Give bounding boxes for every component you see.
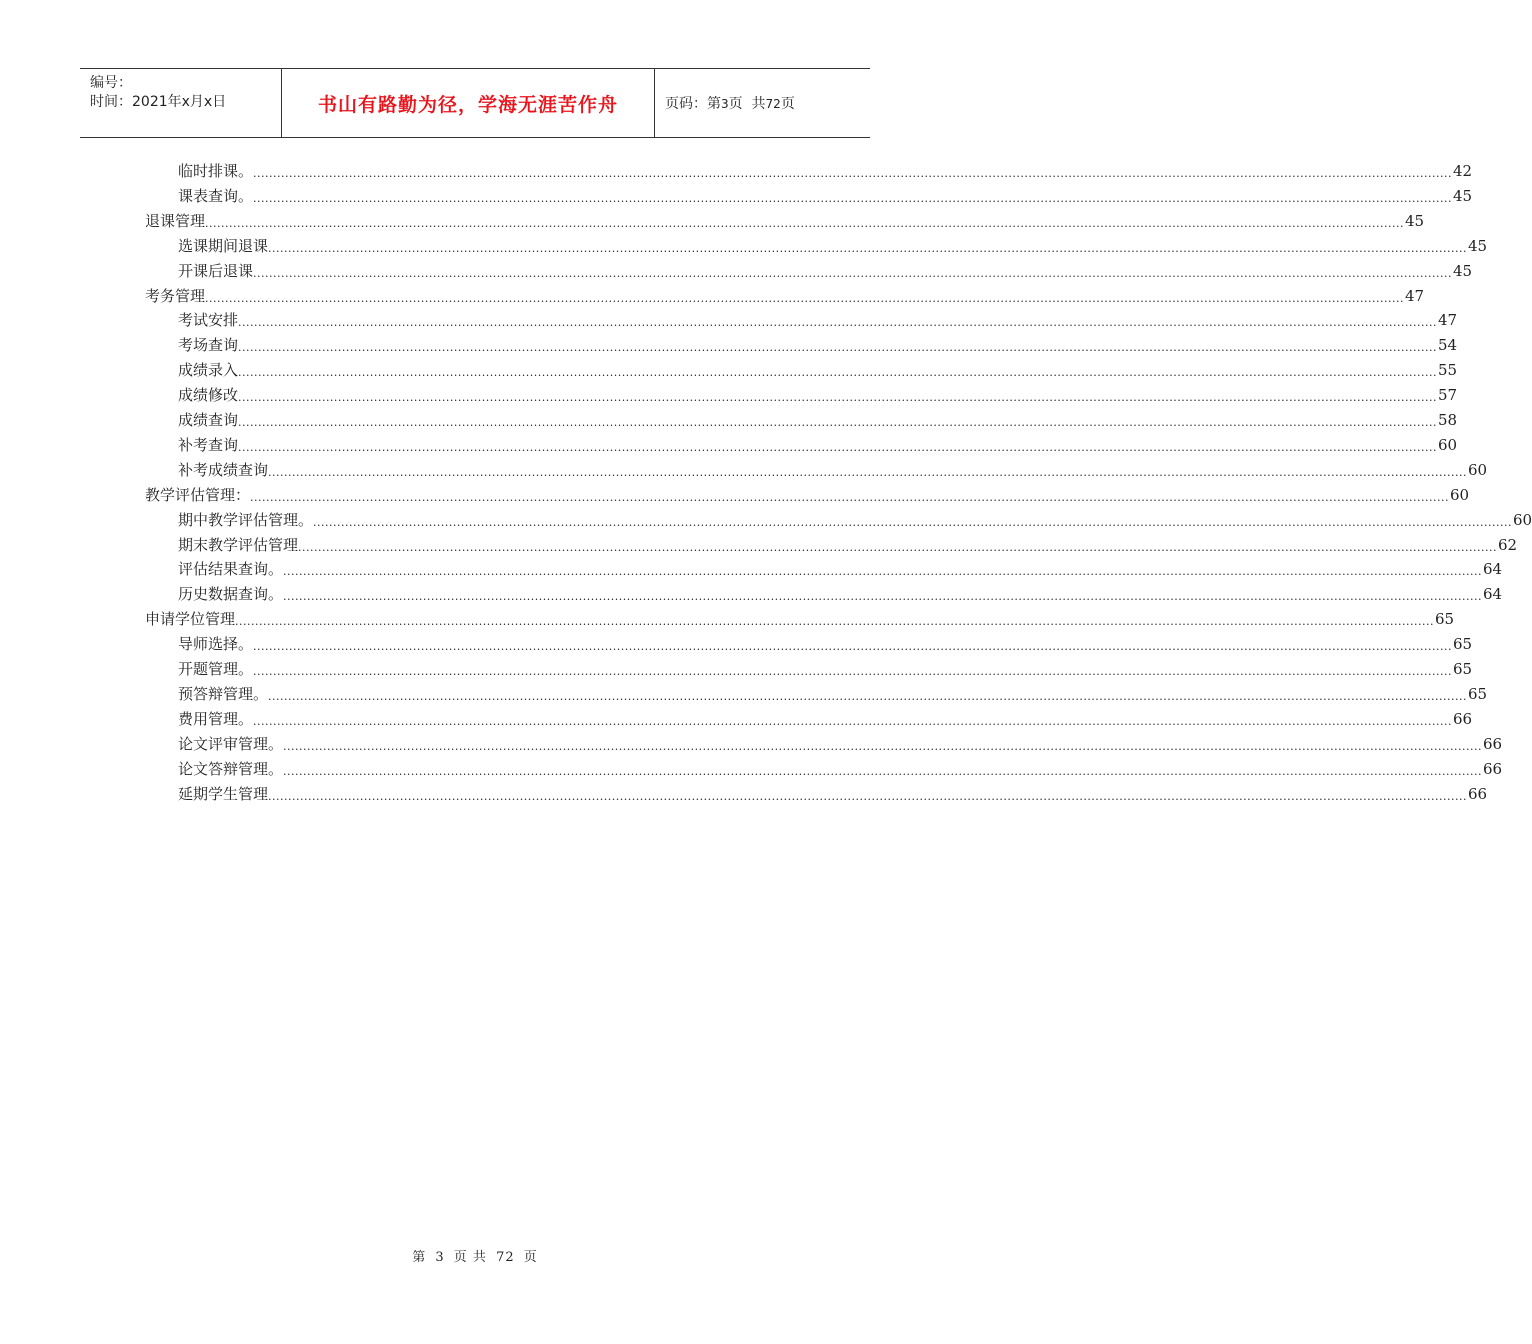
toc-entry[interactable] xyxy=(145,209,1425,233)
toc-dot-leader: ............................................................................................................................................................................................................................................................................................................ xyxy=(253,167,1452,180)
toc-entry-page: 42 xyxy=(1453,162,1473,180)
toc-entry-title: 期中教学评估管理。 xyxy=(178,510,314,529)
toc-dot-leader: ............................................................................................................................................................................................................................................................................................................ xyxy=(253,665,1452,678)
toc-dot-leader: ............................................................................................................................................................................................................................................................................................................ xyxy=(205,291,1404,305)
toc-entry-title: 论文答辩管理。 xyxy=(178,759,284,778)
toc-entry[interactable] xyxy=(178,458,1488,482)
toc-entry-title: 预答辩管理。 xyxy=(178,684,269,703)
motto-text: 书山有路勤为径，学海无涯苦作舟 xyxy=(317,93,618,116)
toc-entry-page: 65 xyxy=(1453,660,1473,678)
toc-entry[interactable] xyxy=(178,782,1488,806)
toc-entry[interactable] xyxy=(178,682,1488,706)
toc-entry[interactable] xyxy=(178,707,1473,731)
toc-entry-title: 导师选择。 xyxy=(178,635,254,654)
toc-entry[interactable] xyxy=(178,757,1503,781)
toc-dot-leader: ............................................................................................................................................................................................................................................................................................................ xyxy=(238,316,1437,330)
toc-entry[interactable] xyxy=(145,284,1425,308)
toc-entry-page: 66 xyxy=(1468,784,1488,803)
toc-entry-title: 成绩查询 xyxy=(178,411,239,429)
footer-suffix: 页 xyxy=(523,1250,538,1265)
toc-entry-title: 临时排课。 xyxy=(178,162,254,180)
toc-dot-leader: ............................................................................................................................................................................................................................................................................................................ xyxy=(253,191,1452,205)
toc-entry[interactable] xyxy=(145,483,1470,507)
toc-entry-page: 45 xyxy=(1453,261,1473,280)
toc-entry[interactable] xyxy=(178,259,1473,283)
toc-entry-page: 62 xyxy=(1498,535,1518,554)
toc-dot-leader: ............................................................................................................................................................................................................................................................................................................ xyxy=(238,391,1437,405)
toc-entry-page: 66 xyxy=(1483,734,1503,753)
toc-entry-title: 开课后退课 xyxy=(178,261,254,280)
toc-entry-title: 教学评估管理： xyxy=(145,485,251,504)
toc-entry[interactable] xyxy=(178,184,1473,208)
toc-entry[interactable] xyxy=(178,557,1503,581)
toc-entry-page: 47 xyxy=(1405,286,1425,305)
toc-entry[interactable] xyxy=(178,234,1488,258)
toc-entry-page: 64 xyxy=(1483,585,1503,604)
toc-dot-leader: ............................................................................................................................................................................................................................................................................................................ xyxy=(250,490,1449,504)
toc-entry-title: 补考查询 xyxy=(178,435,239,454)
toc-dot-leader: ............................................................................................................................................................................................................................................................................................................ xyxy=(298,540,1497,554)
toc-entry-page: 65 xyxy=(1453,635,1473,654)
serial-number-label: 编号： xyxy=(90,75,132,91)
toc-dot-leader: ............................................................................................................................................................................................................................................................................................................ xyxy=(283,590,1482,604)
toc-dot-leader: ............................................................................................................................................................................................................................................................................................................ xyxy=(268,789,1467,803)
footer-mid: 页 共 xyxy=(453,1250,487,1265)
toc-entry-title: 开题管理。 xyxy=(178,660,254,678)
toc-entry-page: 45 xyxy=(1405,211,1425,230)
toc-dot-leader: ............................................................................................................................................................................................................................................................................................................ xyxy=(205,216,1404,230)
toc-dot-leader: ............................................................................................................................................................................................................................................................................................................ xyxy=(268,465,1467,479)
toc-entry-title: 期末教学评估管理 xyxy=(178,535,299,554)
toc-dot-leader: ............................................................................................................................................................................................................................................................................................................ xyxy=(238,440,1437,454)
toc-entry-page: 45 xyxy=(1453,186,1473,205)
toc-entry-title: 评估结果查询。 xyxy=(178,560,284,579)
toc-entry-page: 66 xyxy=(1453,709,1473,728)
toc-entry[interactable] xyxy=(178,383,1458,407)
toc-entry-title: 申请学位管理 xyxy=(145,610,236,629)
toc-dot-leader: ............................................................................................................................................................................................................................................................................................................ xyxy=(235,615,1434,629)
toc-entry-title: 考务管理 xyxy=(145,286,206,305)
toc-dot-leader: ............................................................................................................................................................................................................................................................................................................ xyxy=(283,739,1482,753)
toc-entry-page: 65 xyxy=(1435,610,1455,629)
toc-entry-title: 退课管理 xyxy=(145,211,206,230)
toc-entry-title: 考场查询 xyxy=(178,336,239,355)
header-page-total: 72 xyxy=(765,97,781,111)
toc-entry[interactable] xyxy=(145,607,1455,631)
toc-entry-page: 60 xyxy=(1450,485,1470,504)
toc-entry-title: 成绩录入 xyxy=(178,361,239,380)
toc-dot-leader: ............................................................................................................................................................................................................................................................................................................ xyxy=(253,640,1452,654)
toc-entry-page: 60 xyxy=(1513,510,1532,529)
toc-dot-leader: ............................................................................................................................................................................................................................................................................................................ xyxy=(268,689,1467,703)
toc-entry[interactable] xyxy=(178,159,1473,183)
header-motto-cell xyxy=(282,69,655,137)
toc-entry-title: 补考成绩查询 xyxy=(178,460,269,479)
toc-dot-leader: ............................................................................................................................................................................................................................................................................................................ xyxy=(313,515,1512,529)
toc-entry[interactable] xyxy=(178,308,1458,332)
toc-entry[interactable] xyxy=(178,433,1458,457)
toc-dot-leader: ............................................................................................................................................................................................................................................................................................................ xyxy=(283,764,1482,778)
toc-entry-page: 58 xyxy=(1438,411,1458,429)
toc-entry-title: 选课期间退课 xyxy=(178,236,269,255)
toc-dot-leader: ............................................................................................................................................................................................................................................................................................................ xyxy=(253,714,1452,728)
page-footer xyxy=(0,1246,950,1265)
toc-dot-leader: ............................................................................................................................................................................................................................................................................................................ xyxy=(268,241,1467,255)
toc-entry-title: 历史数据查询。 xyxy=(178,585,284,604)
header-page-suffix: 页 xyxy=(780,96,795,112)
toc-entry[interactable] xyxy=(178,408,1458,432)
toc-entry[interactable] xyxy=(178,732,1503,756)
toc-entry[interactable] xyxy=(178,533,1518,557)
toc-entry-page: 65 xyxy=(1468,684,1488,703)
toc-entry-title: 课表查询。 xyxy=(178,186,254,205)
toc-entry[interactable] xyxy=(178,508,1532,532)
toc-dot-leader: ............................................................................................................................................................................................................................................................................................................ xyxy=(238,341,1437,355)
toc-entry-title: 论文评审管理。 xyxy=(178,734,284,753)
toc-entry-title: 考试安排 xyxy=(178,311,239,330)
header-page-cell xyxy=(655,69,870,137)
header-page-prefix: 页码：第 xyxy=(665,96,721,112)
toc-entry[interactable] xyxy=(178,582,1503,606)
toc-entry-page: 57 xyxy=(1438,386,1458,405)
toc-entry-page: 54 xyxy=(1438,336,1458,355)
toc-entry-page: 60 xyxy=(1438,435,1458,454)
toc-dot-leader: ............................................................................................................................................................................................................................................................................................................ xyxy=(253,266,1452,280)
toc-entry[interactable] xyxy=(178,657,1473,681)
date-label: 时间：2021年x月x日 xyxy=(90,94,227,110)
page-header xyxy=(80,68,870,138)
toc-entry-page: 55 xyxy=(1438,361,1458,380)
header-page-number xyxy=(665,93,795,113)
header-page-mid: 页 共 xyxy=(728,96,766,112)
toc-entry-page: 45 xyxy=(1468,236,1488,255)
toc-entry-page: 66 xyxy=(1483,759,1503,778)
toc-entry-page: 47 xyxy=(1438,311,1458,330)
toc-dot-leader: ............................................................................................................................................................................................................................................................................................................ xyxy=(238,366,1437,380)
toc-entry-title: 成绩修改 xyxy=(178,386,239,405)
toc-entry-title: 费用管理。 xyxy=(178,709,254,728)
toc-entry[interactable] xyxy=(178,333,1458,357)
toc-entry-page: 64 xyxy=(1483,560,1503,579)
toc-entry-title: 延期学生管理 xyxy=(178,784,269,803)
toc-entry[interactable] xyxy=(178,358,1458,382)
toc-dot-leader: ............................................................................................................................................................................................................................................................................................................ xyxy=(238,416,1437,429)
header-page-current: 3 xyxy=(721,97,729,111)
footer-page-total: 72 xyxy=(496,1250,515,1265)
header-info-cell xyxy=(80,69,282,137)
toc-entry-page: 60 xyxy=(1468,460,1488,479)
toc-entry[interactable] xyxy=(178,632,1473,656)
footer-prefix: 第 xyxy=(412,1250,427,1265)
toc-dot-leader: ............................................................................................................................................................................................................................................................................................................ xyxy=(283,565,1482,579)
footer-page-current: 3 xyxy=(435,1250,445,1265)
